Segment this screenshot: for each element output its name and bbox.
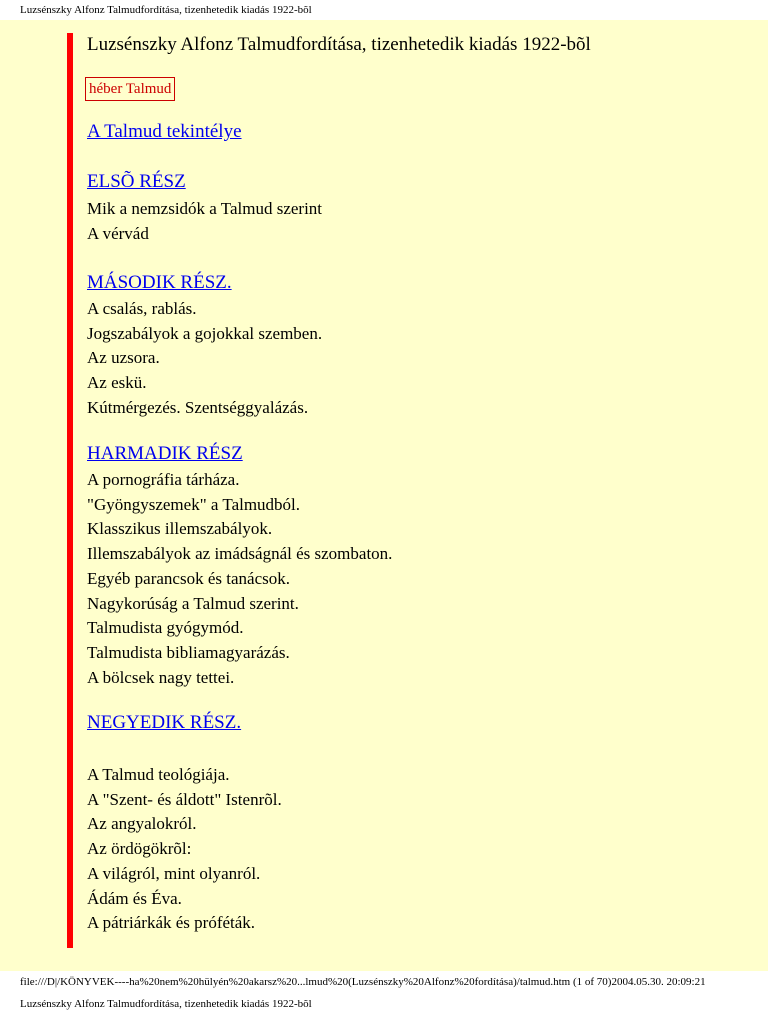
section-heading-4[interactable]: NEGYEDIK RÉSZ.	[87, 712, 242, 733]
page-body	[0, 20, 768, 971]
list-item: Az uzsora.	[87, 348, 160, 368]
list-item: Talmudista gyógymód.	[87, 618, 244, 638]
list-item: A "Szent- és áldott" Istenrõl.	[87, 789, 282, 809]
section-heading-2[interactable]: MÁSODIK RÉSZ.	[87, 272, 232, 293]
hebrew-talmud-link[interactable]: héber Talmud	[85, 77, 175, 101]
list-item: A pátriárkák és próféták.	[87, 913, 256, 933]
list-item: A pornográfia tárháza.	[87, 470, 240, 489]
red-accent-bar	[67, 33, 73, 948]
list-item: A csalás, rablás.	[87, 299, 197, 318]
list-item: "Gyöngyszemek" a Talmudból.	[87, 494, 301, 514]
list-item: Az ördögökrõl:	[87, 839, 192, 859]
list-item: Az eskü.	[87, 373, 147, 393]
list-item: Ádám és Éva.	[87, 888, 182, 908]
list-item: Talmudista bibliamagyarázás.	[87, 642, 290, 662]
list-item: Egyéb parancsok és tanácsok.	[87, 568, 290, 588]
list-item: Az angyalokról.	[87, 814, 197, 834]
section-heading-1[interactable]: ELSÕ RÉSZ	[87, 171, 186, 192]
print-header: Luzsénszky Alfonz Talmudfordítása, tizenhetedik kiadás 1922-bõl	[20, 4, 312, 16]
list-item: Nagykorúság a Talmud szerint.	[87, 593, 299, 613]
section-1-list	[87, 197, 322, 246]
section-4-list	[87, 763, 282, 936]
section-heading-3[interactable]: HARMADIK RÉSZ	[87, 443, 243, 464]
list-item: Mik a nemzsidók a Talmud szerint	[87, 199, 323, 218]
section-2-list	[87, 297, 322, 421]
list-item: A vérvád	[87, 223, 149, 243]
section-3-list	[87, 468, 392, 690]
list-item: Illemszabályok az imádságnál és szombaton.	[87, 544, 393, 564]
list-item: Jogszabályok a gojokkal szemben.	[87, 323, 323, 343]
print-header-next-page: Luzsénszky Alfonz Talmudfordítása, tizenhetedik kiadás 1922-bõl	[20, 998, 312, 1010]
list-item: Klasszikus illemszabályok.	[87, 519, 273, 539]
print-footer-url: file:///D|/KÖNYVEK----ha%20nem%20hülyén%20akarsz%20...lmud%20(Luzsénszky%20Alfonz%20fordítása)/talmud.htm (1 of 70)2004.05.30. 20:09:21	[20, 976, 706, 988]
list-item: A világról, mint olyanról.	[87, 863, 261, 883]
list-item: A bölcsek nagy tettei.	[87, 667, 235, 687]
page-title: Luzsénszky Alfonz Talmudfordítása, tizenhetedik kiadás 1922-bõl	[87, 34, 591, 55]
authority-link[interactable]: A Talmud tekintélye	[87, 121, 242, 142]
list-item: A Talmud teológiája.	[87, 765, 230, 784]
list-item: Kútmérgezés. Szentséggyalázás.	[87, 397, 309, 417]
